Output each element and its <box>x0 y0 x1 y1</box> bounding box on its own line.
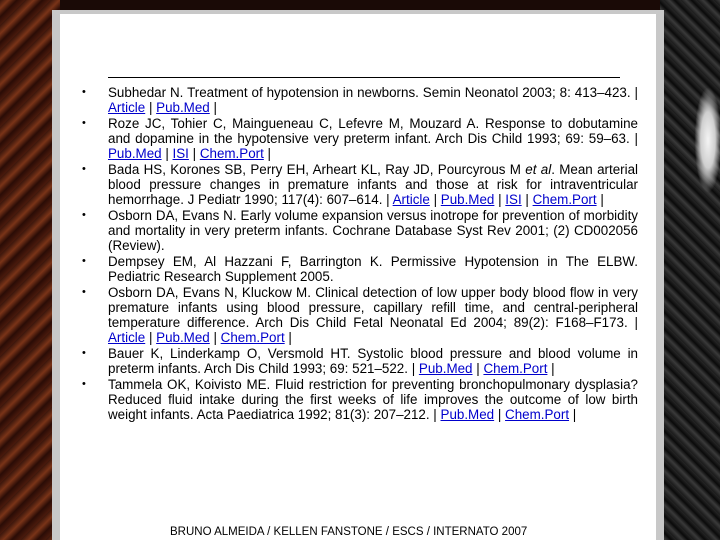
reference-item <box>82 208 638 253</box>
reference-link-article[interactable]: Article <box>108 330 146 345</box>
reference-link-pubmed[interactable]: Pub.Med <box>156 330 210 345</box>
reference-text: | <box>494 192 506 207</box>
reference-text: Tammela OK, Koivisto ME. Fluid restriction for preventing bronchopulmonary dysplasia? Reduced fluid intake during the first weeks of life improves the outcome of low birth weight infants. Acta Paediatrica 1992; 81(3): 207–212. | <box>108 377 638 422</box>
reference-item <box>82 162 639 207</box>
reference-text: Dempsey EM, Al Hazzani F, Barrington K. Permissive Hypotension in The ELBW. Pediatric Research Supplement 2005. <box>108 254 638 284</box>
bullet-icon: • <box>82 286 86 298</box>
reference-list <box>82 85 639 423</box>
background-right-decoration <box>660 0 720 540</box>
reference-link-isi[interactable]: ISI <box>172 146 189 161</box>
bullet-icon: • <box>82 255 86 267</box>
reference-text: | <box>145 330 157 345</box>
reference-item <box>82 377 638 422</box>
reference-link-chemport[interactable]: Chem.Port <box>505 407 570 422</box>
reference-text: | <box>145 100 157 115</box>
reference-link-article[interactable]: Article <box>392 192 430 207</box>
reference-text: | <box>472 361 484 376</box>
reference-link-chemport[interactable]: Chem.Port <box>532 192 597 207</box>
background-left-decoration <box>0 0 60 540</box>
reference-text: Bauer K, Linderkamp O, Versmold HT. Systolic blood pressure and blood volume in preterm infants. Arch Dis Child 1993; 69: 521–522. | <box>108 346 638 376</box>
reference-text: | <box>494 407 506 422</box>
reference-link-pubmed[interactable]: Pub.Med <box>440 407 495 422</box>
bullet-icon: • <box>82 117 86 129</box>
reference-item <box>82 116 638 161</box>
reference-text: | <box>161 146 173 161</box>
reference-link-chemport[interactable]: Chem.Port <box>483 361 548 376</box>
reference-item <box>82 85 638 115</box>
reference-text: | <box>521 192 533 207</box>
bullet-icon: • <box>82 378 86 390</box>
reference-text: Roze JC, Tohier C, Maingueneau C, Lefevre M, Mouzard A. Response to dobutamine and dopamine in the hypotensive very preterm infant. Arch Dis Child 1993; 69: 59–63. | <box>108 116 638 146</box>
reference-link-pubmed[interactable]: Pub.Med <box>418 361 473 376</box>
reference-link-pubmed[interactable]: Pub.Med <box>108 146 162 161</box>
reference-text: Osborn DA, Evans N, Kluckow M. Clinical detection of low upper body blood flow in very premature infants using blood pressure, capillary refill time, and central-peripheral temperature difference. Arch Dis Child Fetal Neonatal Ed 2004; 89(2): F168–F173. | <box>108 285 638 330</box>
reference-text: | <box>209 330 221 345</box>
reference-text: | <box>429 192 441 207</box>
reference-text: | <box>569 407 577 422</box>
reference-link-article[interactable]: Article <box>108 100 146 115</box>
reference-item <box>82 254 638 284</box>
reference-item <box>82 285 638 345</box>
reference-link-chemport[interactable]: Chem.Port <box>220 330 285 345</box>
reference-text: | <box>209 100 217 115</box>
slide <box>60 14 656 540</box>
reference-link-pubmed[interactable]: Pub.Med <box>156 100 210 115</box>
reference-text: Osborn DA, Evans N. Early volume expansion versus inotrope for prevention of morbidity and mortality in very preterm infants. Cochrane Database Syst Rev 2001; (2) CD002056 (Review). <box>108 208 638 253</box>
reference-item <box>82 346 638 376</box>
reference-text: | <box>263 146 272 161</box>
reference-link-chemport[interactable]: Chem.Port <box>199 146 264 161</box>
reference-text: | <box>284 330 292 345</box>
reference-text: | <box>596 192 604 207</box>
bullet-icon: • <box>82 347 86 359</box>
slide-footer: BRUNO ALMEIDA / KELLEN FANSTONE / ESCS / INTERNATO 2007 <box>170 526 528 538</box>
reference-italic-text: et al <box>525 162 552 177</box>
bullet-icon: • <box>82 209 86 221</box>
reference-text: Bada HS, Korones SB, Perry EH, Arheart KL, Ray JD, Pourcyrous M <box>108 162 526 177</box>
reference-text: . Mean arterial blood pressure changes in premature infants and those at risk for intraventricular hemorrhage. J Pediatr 1990; 117(4): 607–614. | <box>108 162 639 207</box>
reference-text: Subhedar N. Treatment of hypotension in newborns. Semin Neonatol 2003; 8: 413–423. | <box>108 85 638 100</box>
reference-link-isi[interactable]: ISI <box>505 192 522 207</box>
title-rule <box>108 77 620 78</box>
bullet-icon: • <box>82 86 86 98</box>
reference-text: | <box>188 146 200 161</box>
bullet-icon: • <box>82 163 86 175</box>
reference-link-pubmed[interactable]: Pub.Med <box>440 192 495 207</box>
reference-text: | <box>547 361 555 376</box>
